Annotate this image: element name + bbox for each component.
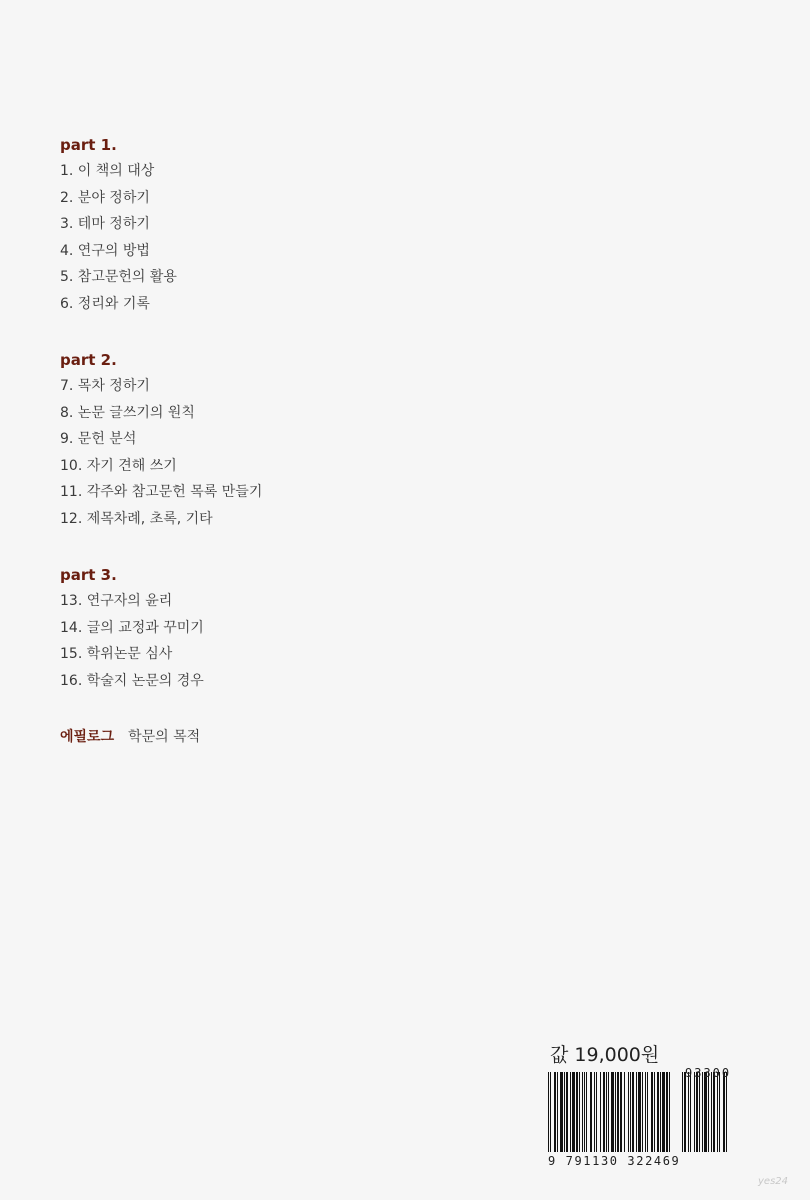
barcode-bar	[684, 1072, 686, 1152]
toc-epilogue	[60, 724, 540, 750]
toc-item: 3. 테마 정하기	[60, 216, 150, 232]
epilogue-label: 에필로그	[60, 729, 115, 745]
barcode-bar	[726, 1072, 727, 1152]
barcode-bar	[657, 1072, 659, 1152]
toc-item: 13. 연구자의 윤리	[60, 593, 173, 609]
toc-item: 11. 각주와 참고문헌 목록 만들기	[60, 484, 263, 500]
toc-item: 6. 정리와 기록	[60, 295, 150, 312]
barcode-bar	[608, 1072, 609, 1152]
barcode-bar	[647, 1072, 648, 1152]
toc-item: 7. 목차 정하기	[60, 378, 150, 394]
price-label: 값 19,000원	[550, 1044, 660, 1066]
barcode-bar	[713, 1072, 715, 1152]
toc-item: 2. 분야 정하기	[60, 189, 150, 206]
addon-digits: 93300	[685, 1066, 732, 1080]
toc-item: 4. 연구의 방법	[60, 242, 150, 259]
barcode-bar	[638, 1072, 641, 1152]
toc-item: 5. 참고문헌의 활용	[60, 269, 177, 285]
part-title: part 2.	[60, 351, 117, 369]
barcode-bar	[662, 1072, 665, 1152]
epilogue-title: 학문의 목적	[128, 729, 201, 745]
barcode-bar	[719, 1072, 720, 1152]
barcode-bar	[630, 1072, 631, 1152]
barcode-addon-bars	[682, 1072, 738, 1154]
barcode-bar	[606, 1072, 607, 1152]
barcode-bar	[564, 1072, 565, 1152]
barcode-bar	[582, 1072, 583, 1152]
barcode-bar	[688, 1072, 689, 1152]
barcode-main-bars	[548, 1072, 676, 1154]
barcode-bar	[682, 1072, 683, 1152]
barcode-bar	[615, 1072, 616, 1152]
barcode-bar	[548, 1072, 549, 1152]
barcode-bar	[699, 1072, 700, 1152]
barcode-bar	[696, 1072, 698, 1152]
barcode-bar	[570, 1072, 571, 1152]
watermark: yes24	[758, 1176, 789, 1187]
barcode-bar	[704, 1072, 707, 1152]
barcode-bar	[576, 1072, 578, 1152]
toc-item: 9. 문헌 분석	[60, 431, 137, 447]
barcode-bar	[554, 1072, 556, 1152]
barcode-bar	[694, 1072, 695, 1152]
barcode-bar	[617, 1072, 619, 1152]
barcode-bar	[632, 1072, 634, 1152]
barcode-bar	[628, 1072, 629, 1152]
barcode-bar	[690, 1072, 691, 1152]
toc-item: 12. 제목차례, 초록, 기타	[60, 510, 213, 527]
toc-item: 16. 학술지 논문의 경우	[60, 672, 204, 689]
barcode-bar	[600, 1072, 601, 1152]
barcode-bar	[572, 1072, 575, 1152]
barcode-bar	[717, 1072, 718, 1152]
barcode-bar	[603, 1072, 605, 1152]
barcode-bar	[645, 1072, 646, 1152]
barcode-bar	[566, 1072, 568, 1152]
barcode-bar	[651, 1072, 653, 1152]
barcode-bar	[636, 1072, 637, 1152]
barcode-bar	[620, 1072, 622, 1152]
barcode-bar	[586, 1072, 587, 1152]
table-of-contents	[60, 132, 540, 750]
isbn-barcode	[548, 1066, 748, 1170]
barcode-bar	[702, 1072, 703, 1152]
toc-part-1	[60, 132, 540, 317]
barcode-bar	[723, 1072, 725, 1152]
barcode-bar	[596, 1072, 597, 1152]
barcode-bar	[584, 1072, 585, 1152]
toc-item: 10. 자기 견해 쓰기	[60, 457, 177, 474]
barcode-bar	[708, 1072, 709, 1152]
barcode-bar	[557, 1072, 558, 1152]
part-title: part 3.	[60, 566, 117, 584]
barcode-bar	[711, 1072, 712, 1152]
barcode-bar	[654, 1072, 655, 1152]
barcode-bar	[642, 1072, 643, 1152]
barcode-bar	[550, 1072, 551, 1152]
barcode-bar	[594, 1072, 595, 1152]
barcode-bar	[624, 1072, 625, 1152]
toc-item: 8. 논문 글쓰기의 원칙	[60, 404, 195, 421]
barcode-bar	[669, 1072, 670, 1152]
toc-item: 14. 글의 교정과 꾸미기	[60, 619, 204, 636]
toc-part-2	[60, 347, 540, 532]
part-title: part 1.	[60, 136, 117, 154]
barcode-bar	[660, 1072, 661, 1152]
barcode-bar	[666, 1072, 668, 1152]
toc-part-3	[60, 562, 540, 694]
toc-item: 1. 이 책의 대상	[60, 163, 155, 179]
barcode-bar	[611, 1072, 614, 1152]
barcode-bar	[579, 1072, 580, 1152]
barcode-bar	[590, 1072, 592, 1152]
toc-item: 15. 학위논문 심사	[60, 646, 173, 662]
barcode-bar	[560, 1072, 563, 1152]
isbn-digits: 9 791130 322469	[548, 1154, 681, 1168]
